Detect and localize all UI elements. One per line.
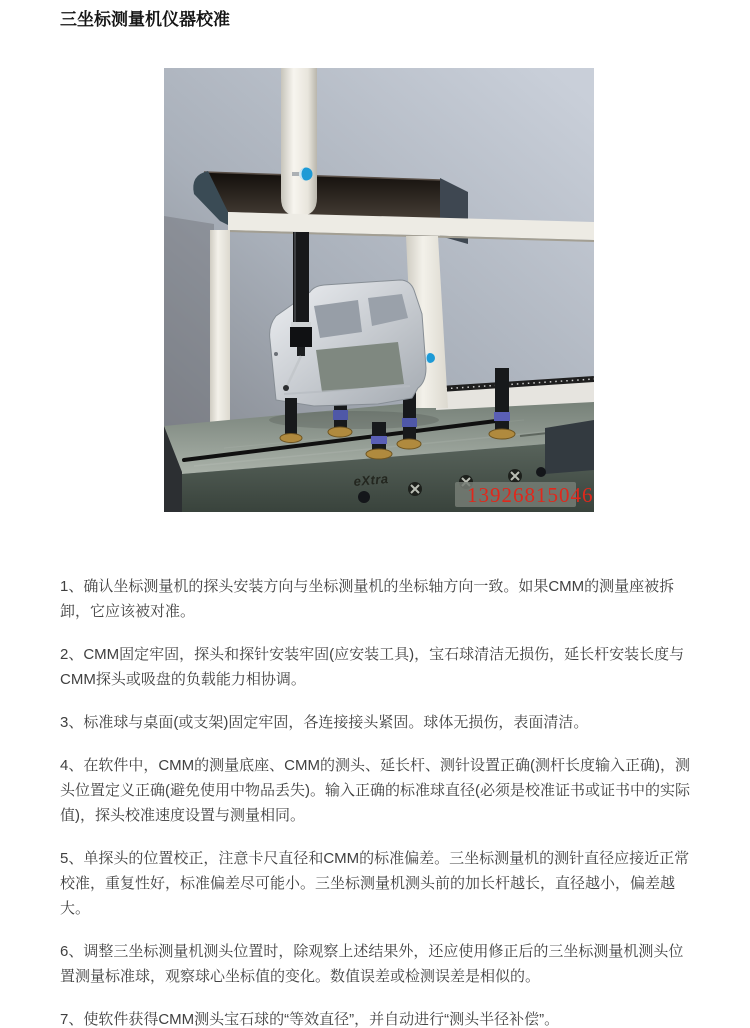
watermark-phone (455, 482, 594, 507)
machine-model-label: eXtra (352, 470, 390, 489)
step-paragraph-5: 5、单探头的位置校正，注意卡尺直径和CMM的标准偏差。三坐标测量机的测针直径应接近正常校准，重复性好，标准偏差尽可能小。三坐标测量机测头前的加长杆越长，直径越小，偏差越大。 (60, 850, 690, 917)
vent-plug (508, 469, 522, 483)
watermark-phone-text: 13926815046 (467, 483, 594, 507)
step-paragraph-3: 3、标准球与桌面(或支架)固定牢固，各连接接头紧固。球体无损伤，表面清洁。 (60, 714, 589, 731)
vent-plug (408, 482, 422, 496)
z-column (281, 68, 317, 216)
step-paragraph-7: 7、使软件获得CMM测头宝石球的“等效直径”，并自动进行“测头半径补偿”。 (60, 1011, 560, 1028)
step-paragraph-6: 6、调整三坐标测量机测头位置时，除观察上述结果外，还应使用修正后的三坐标测量机测头位置测量标准球，观察球心坐标值的变化。数值误差或检测误差是相似的。 (60, 943, 684, 985)
step-paragraph-2: 2、CMM固定牢固，探头和探针安装牢固(应安装工具)，宝石球清洁无损伤，延长杆安装长度与CMM探头或吸盘的负载能力相协调。 (60, 646, 685, 688)
probe-tip (283, 385, 289, 391)
left-leg (210, 230, 230, 438)
back-wall-shade (164, 216, 214, 428)
calibration-steps (60, 574, 692, 1028)
step-paragraph-1: 1、确认坐标测量机的探头安装方向与坐标测量机的坐标轴方向一致。如果CMM的测量座被拆卸，它应该被对准。 (60, 578, 675, 620)
right-end-block (545, 420, 594, 474)
step-paragraph-4: 4、在软件中，CMM的测量底座、CMM的测头、延长杆、测针设置正确(测杆长度输入正确)，测头位置定义正确(避免使用中物品丢失)。输入正确的标准球直径(必须是校准证书或证书中的实际值)，探头校准速度设置与测量相同。 (60, 757, 690, 824)
cmm-machine-photo (164, 68, 594, 512)
page-title: 三坐标测量机仪器校准 (60, 10, 230, 29)
cmm-photo-svg (164, 68, 594, 512)
